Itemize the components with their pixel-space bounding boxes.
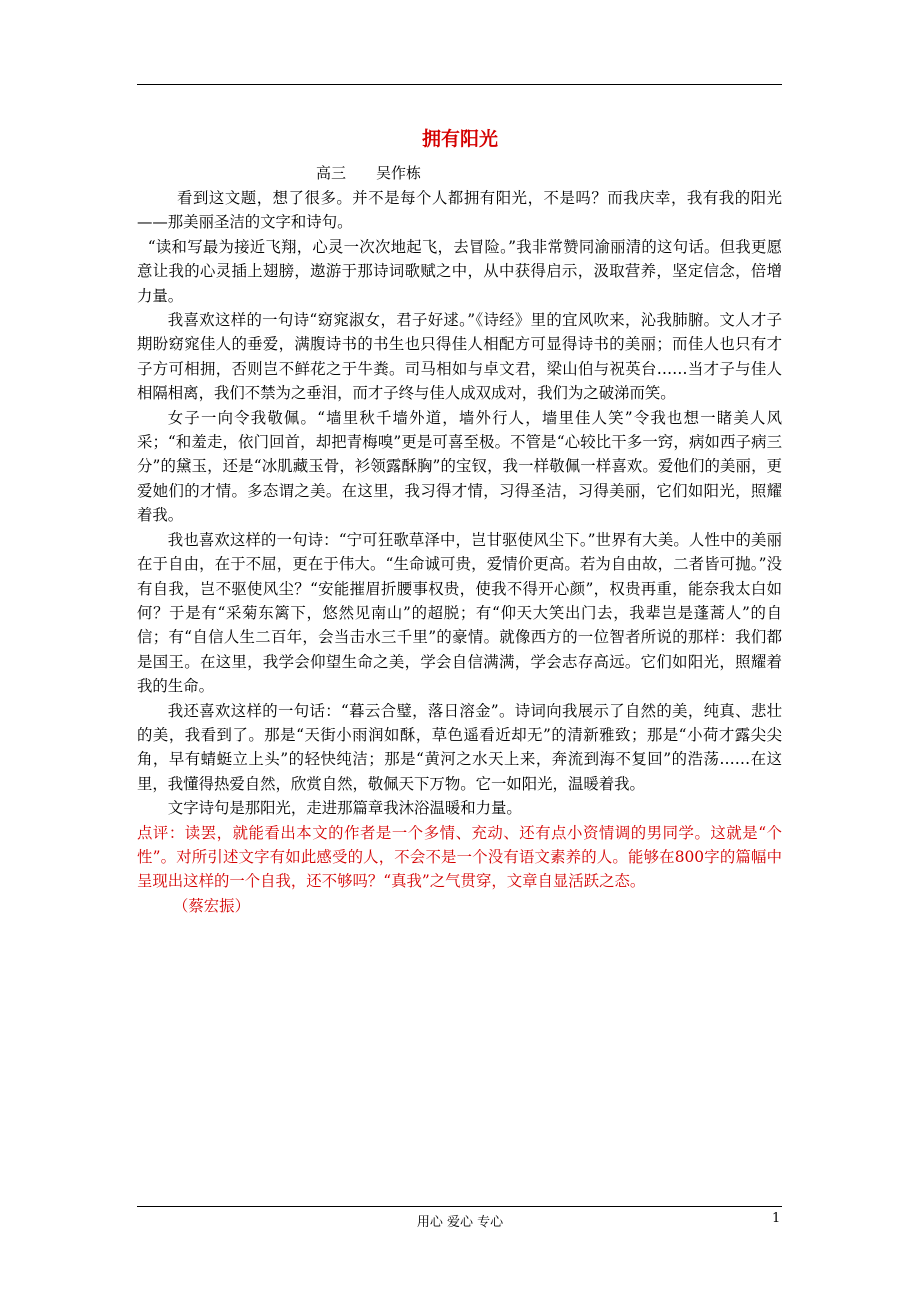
document-title: 拥有阳光 (421, 128, 498, 150)
paragraph-6: 我还喜欢这样的一句话：“暮云合璧，落日溶金”。诗词向我展示了自然的美，纯真、悲壮的美，我看到了。那是“天街小雨润如酥，草色遥看近却无”的清新雅致；那是“小荷才露尖尖角，早有蜻蜓立上头”的轻快纯洁；那是“黄河之水天上来，奔流到海不复回”的浩荡……在这里，我懂得热爱自然，欣赏自然，敬佩天下万物。它一如阳光，温暖着我。 (137, 701, 782, 793)
paragraph-5: 我也喜欢这样的一句诗：“宁可狂歌草泽中，岂甘驱使风尘下。”世界有大美。人性中的美丽在于自由，在于不屈，更在于伟大。“生命诚可贵，爱情价更高。若为自由故，二者皆可抛。”没有自我，岂不驱使风尘？“安能摧眉折腰事权贵，使我不得开心颜”，权贵再重，能奈我太白如何？于是有“采菊东篱下，悠然见南山”的超脱；有“仰天大笑出门去，我辈岂是蓬蒿人”的自信；有“自信人生二百年，会当击水三千里”的豪情。就像西方的一位智者所说的那样：我们都是国王。在这里，我学会仰望生命之美，学会自信满满，学会志存高远。它们如阳光，照耀着我的生命。 (137, 530, 782, 696)
paragraph-2: “读和写最为接近飞翔，心灵一次次地起飞，去冒险。”我非常赞同渝丽清的这句话。但我更愿意让我的心灵插上翅膀，遨游于那诗词歌赋之中，从中获得启示，汲取营养，坚定信念，倍增力量。 (137, 237, 782, 305)
footer-rule (137, 1206, 782, 1207)
article-body (137, 186, 782, 918)
comment-signature: （蔡宏振） (173, 896, 250, 915)
page-number: 1 (772, 1211, 781, 1226)
footer-slogan: 用心 爱心 专心 (416, 1215, 504, 1230)
paragraph-1: 看到这文题，想了很多。并不是每个人都拥有阳光，不是吗？而我庆幸，我有我的阳光——那美丽圣洁的文字和诗句。 (137, 189, 782, 232)
paragraph-7: 文字诗句是那阳光，走进那篇章我沐浴温暖和力量。 (167, 799, 522, 818)
paragraph-4: 女子一向令我敬佩。“墙里秋千墙外道，墙外行人，墙里佳人笑”令我也想一睹美人风采；“和羞走，依门回首，却把青梅嗅”更是可喜至极。不管是“心较比干多一窍，病如西子病三分”的黛玉，还是“冰肌藏玉骨，衫领露酥胸”的宝钗，我一样敬佩一样喜欢。爱他们的美丽，更爱她们的才情。多态谓之美。在这里，我习得才情，习得圣洁，习得美丽，它们如阳光，照耀着我。 (137, 408, 782, 525)
header-rule (137, 84, 782, 85)
paragraph-3: 我喜欢这样的一句诗“窈窕淑女，君子好逑。”《诗经》里的宜风吹来，沁我肺腑。文人才子期盼窈窕佳人的垂爱，满腹诗书的书生也只得佳人相配方可显得诗书的美丽；而佳人也只有才子方可相拥，否则岂不鲜花之于牛粪。司马相如与卓文君，梁山伯与祝英台……当才子与佳人相隔相离，我们不禁为之垂泪，而才子终与佳人成双成对，我们为之破涕而笑。 (137, 311, 782, 403)
author-byline: 高三 吴作栋 (316, 164, 422, 182)
editor-comment: 点评：读罢，就能看出本文的作者是一个多情、充动、还有点小资情调的男同学。这就是“个性”。对所引述文字有如此感受的人，不会不是一个没有语文素养的人。能够在800字的篇幅中呈现出这样的一个自我，还不够吗？“真我”之气贯穿，文章自显活跃之态。 (137, 823, 782, 891)
